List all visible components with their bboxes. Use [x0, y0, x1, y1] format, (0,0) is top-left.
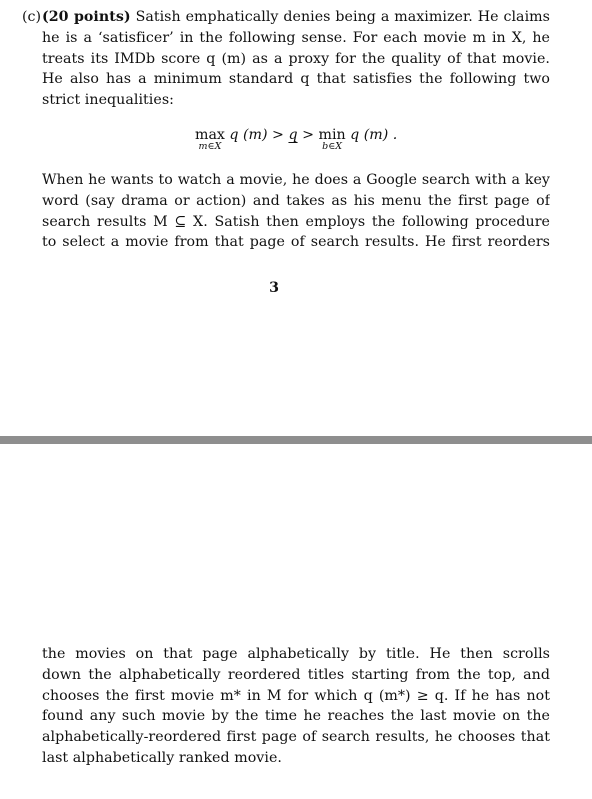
- text-line: word (say drama or action) and takes as his menu the first page of: [42, 192, 550, 209]
- text-line: He also has a minimum standard q that satisfies the following two: [42, 71, 550, 88]
- page-4: [0, 444, 592, 799]
- text-line: treats its IMDb score q (m) as a proxy for the quality of that movie.: [42, 50, 550, 67]
- text-line: the movies on that page alphabetically by title. He then scrolls: [42, 646, 550, 662]
- text-line: last alphabetically ranked movie.: [42, 749, 282, 766]
- text-line: search results M ⊆ X. Satish then employs the following procedure: [42, 213, 550, 230]
- min-operator: min b∈X: [318, 127, 346, 152]
- page-number: 3: [269, 280, 279, 296]
- text-line: alphabetically-reordered first page of search results, he chooses that: [42, 729, 550, 746]
- inequality-formula: max m∈X q (m) > q > min b∈X q (m) .: [195, 127, 398, 152]
- page-separator: [0, 436, 592, 444]
- text-line: he is a ‘satisficer’ in the following sense. For each movie m in X, he: [42, 29, 550, 46]
- text-line: strict inequalities:: [42, 92, 174, 109]
- problem-paragraph-continuation: [42, 644, 550, 769]
- text-line: When he wants to watch a movie, he does a Google search with a key: [42, 172, 550, 188]
- text-line: found any such movie by the time he reaches the last movie on the: [42, 708, 550, 725]
- max-operator: max m∈X: [195, 127, 225, 152]
- points-label: (20 points): [42, 9, 131, 25]
- text-line: down the alphabetically reordered titles starting from the top, and: [42, 666, 550, 683]
- part-label: (c): [22, 9, 42, 25]
- text-line: to select a movie from that page of search results. He first reorders: [42, 234, 550, 251]
- text-line: (20 points) Satish emphatically denies being a maximizer. He claims: [42, 9, 550, 25]
- minimum-standard-q: q: [288, 127, 298, 143]
- problem-paragraph-intro: [42, 7, 550, 111]
- text-line: chooses the first movie m* in M for which q (m*) ≥ q. If he has not: [42, 687, 550, 704]
- problem-paragraph-procedure: [42, 170, 550, 253]
